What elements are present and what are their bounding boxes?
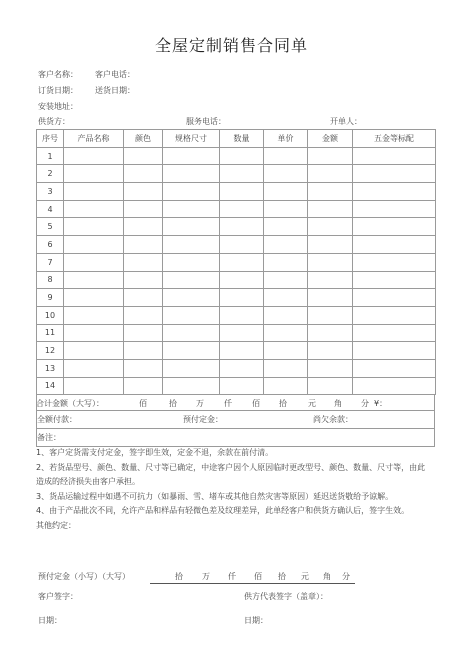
row-number: 8 <box>37 271 64 289</box>
table-cell[interactable] <box>220 200 264 218</box>
table-cell[interactable] <box>124 253 163 271</box>
column-header-color: 颜色 <box>124 130 163 148</box>
table-cell[interactable] <box>163 289 220 307</box>
table-cell[interactable] <box>163 342 220 360</box>
table-cell[interactable] <box>64 236 124 254</box>
table-row <box>37 306 436 324</box>
table-cell[interactable] <box>124 377 163 395</box>
row-number: 14 <box>37 377 64 395</box>
table-cell[interactable] <box>220 289 264 307</box>
table-cell[interactable] <box>220 183 264 201</box>
table-cell[interactable] <box>220 165 264 183</box>
row-number: 1 <box>37 147 64 165</box>
table-cell[interactable] <box>353 236 436 254</box>
table-cell[interactable] <box>353 253 436 271</box>
row-number: 10 <box>37 306 64 324</box>
table-cell[interactable] <box>308 359 353 377</box>
unit-shi-2: 拾 <box>279 399 287 408</box>
term-3: 3、货品运输过程中如遇不可抗力（如暴雨、雪、堵车或其他自然灾害等原因）延迟送货敬给予谅解。 <box>36 491 394 501</box>
row-number: 13 <box>37 359 64 377</box>
install-address-label: 安装地址： <box>38 102 78 111</box>
table-cell[interactable] <box>220 359 264 377</box>
table-cell[interactable] <box>124 359 163 377</box>
divider <box>434 395 435 446</box>
table-cell[interactable] <box>124 236 163 254</box>
table-cell[interactable] <box>264 306 308 324</box>
term-1: 1、客户定货需支付定金，签字即生效，定金不退，余款在前付清。 <box>36 448 274 457</box>
table-cell[interactable] <box>264 218 308 236</box>
row-number: 2 <box>37 165 64 183</box>
table-cell[interactable] <box>163 306 220 324</box>
table-cell[interactable] <box>264 236 308 254</box>
terms-list <box>36 446 431 533</box>
table-cell[interactable] <box>264 253 308 271</box>
prepay-unit-jiao: 角 <box>323 572 331 581</box>
table-cell[interactable] <box>124 271 163 289</box>
table-cell[interactable] <box>308 165 353 183</box>
table-cell[interactable] <box>64 271 124 289</box>
table-cell[interactable] <box>124 200 163 218</box>
table-cell[interactable] <box>64 359 124 377</box>
table-cell[interactable] <box>264 183 308 201</box>
prepay-unit-qian: 仟 <box>228 572 236 581</box>
table-cell[interactable] <box>163 200 220 218</box>
unit-fen: 分 <box>361 399 369 408</box>
row-number: 11 <box>37 324 64 342</box>
table-cell[interactable] <box>163 253 220 271</box>
row-number: 7 <box>37 253 64 271</box>
table-cell[interactable] <box>124 342 163 360</box>
table-cell[interactable] <box>308 271 353 289</box>
table-cell[interactable] <box>264 342 308 360</box>
order-date-label: 订货日期： <box>38 86 78 95</box>
table-row <box>37 271 436 289</box>
table-row <box>37 359 436 377</box>
table-row <box>37 218 436 236</box>
table-cell[interactable] <box>353 200 436 218</box>
table-cell[interactable] <box>124 218 163 236</box>
yen-label: ¥： <box>374 399 388 408</box>
table-cell[interactable] <box>163 324 220 342</box>
supplier-label: 供货方： <box>38 117 70 126</box>
table-cell[interactable] <box>264 147 308 165</box>
prepay-unit-shi: 拾 <box>175 572 183 581</box>
table-cell[interactable] <box>220 324 264 342</box>
table-row <box>37 253 436 271</box>
table-cell[interactable] <box>220 147 264 165</box>
service-phone-label: 服务电话： <box>186 117 226 126</box>
table-cell[interactable] <box>64 165 124 183</box>
table-row <box>37 236 436 254</box>
table-cell[interactable] <box>64 342 124 360</box>
divider <box>36 428 435 429</box>
supplier-signature-label: 供方代表签字（盖章）： <box>244 592 328 601</box>
full-payment-label: 全额付款： <box>37 415 77 424</box>
table-cell[interactable] <box>64 253 124 271</box>
table-row <box>37 377 436 395</box>
column-header-quantity: 数量 <box>220 130 264 148</box>
term-4: 4、由于产品批次不同，允许产品和样品有轻微色差及纹理差异，此单经客户和供货方确认后，签字生效。 <box>36 506 410 515</box>
table-row <box>37 289 436 307</box>
prepay-unit-wan: 万 <box>202 572 210 581</box>
document-title: 全屋定制销售合同单 <box>154 36 308 55</box>
table-cell[interactable] <box>163 165 220 183</box>
row-number: 4 <box>37 200 64 218</box>
table-cell[interactable] <box>264 359 308 377</box>
customer-signature-label: 客户签字： <box>38 592 78 601</box>
unit-yuan: 元 <box>308 399 316 408</box>
table-cell[interactable] <box>163 218 220 236</box>
table-cell[interactable] <box>64 306 124 324</box>
table-cell[interactable] <box>353 289 436 307</box>
divider <box>36 410 435 411</box>
total-amount-label: 合计金额（大写）： <box>36 399 104 408</box>
table-cell[interactable] <box>353 377 436 395</box>
table-cell[interactable] <box>220 271 264 289</box>
row-number: 9 <box>37 289 64 307</box>
table-cell[interactable] <box>353 359 436 377</box>
column-header-amount: 金额 <box>308 130 353 148</box>
supplier-date-label: 日期： <box>244 616 268 625</box>
table-cell[interactable] <box>64 218 124 236</box>
table-cell[interactable] <box>353 147 436 165</box>
divider <box>36 395 37 446</box>
table-cell[interactable] <box>64 377 124 395</box>
balance-label: 尚欠余款： <box>313 415 353 424</box>
table-cell[interactable] <box>64 324 124 342</box>
prepay-label: 预付定金（小写）（大写） <box>38 572 130 581</box>
deposit-label: 预付定金： <box>183 415 223 424</box>
table-cell[interactable] <box>124 165 163 183</box>
unit-qian: 仟 <box>224 399 232 408</box>
delivery-date-label: 送货日期： <box>95 86 135 95</box>
table-cell[interactable] <box>163 236 220 254</box>
row-number: 12 <box>37 342 64 360</box>
table-cell[interactable] <box>353 342 436 360</box>
term-2: 2、若货品型号、颜色、数量、尺寸等已确定，中途客户因个人原因临时更改型号、颜色、数量、尺寸等，由此造成的经济损失由客户承担。 <box>36 462 426 486</box>
table-cell[interactable] <box>64 147 124 165</box>
prepay-unit-yuan: 元 <box>301 572 309 581</box>
table-cell[interactable] <box>220 253 264 271</box>
table-cell[interactable] <box>124 183 163 201</box>
table-cell[interactable] <box>353 306 436 324</box>
table-cell[interactable] <box>308 306 353 324</box>
table-cell[interactable] <box>220 236 264 254</box>
table-cell[interactable] <box>264 200 308 218</box>
table-row <box>37 183 436 201</box>
column-header-index: 序号 <box>37 130 64 148</box>
unit-jiao: 角 <box>334 399 342 408</box>
table-cell[interactable] <box>308 200 353 218</box>
unit-bai-2: 佰 <box>252 399 260 408</box>
unit-bai-1: 佰 <box>139 399 147 408</box>
column-header-unit-price: 单价 <box>264 130 308 148</box>
column-header-hardware: 五金等标配 <box>353 130 436 148</box>
table-cell[interactable] <box>64 183 124 201</box>
table-cell[interactable] <box>163 183 220 201</box>
table-cell[interactable] <box>353 324 436 342</box>
other-agreement-label: 其他约定： <box>36 520 76 530</box>
table-cell[interactable] <box>308 218 353 236</box>
prepay-unit-bai: 佰 <box>254 572 262 581</box>
row-number: 5 <box>37 218 64 236</box>
table-cell[interactable] <box>264 324 308 342</box>
table-cell[interactable] <box>264 289 308 307</box>
table-row <box>37 165 436 183</box>
table-cell[interactable] <box>308 342 353 360</box>
table-cell[interactable] <box>124 306 163 324</box>
table-row <box>37 324 436 342</box>
table-cell[interactable] <box>163 271 220 289</box>
table-cell[interactable] <box>264 377 308 395</box>
unit-wan: 万 <box>196 399 204 408</box>
unit-shi-1: 拾 <box>169 399 177 408</box>
table-cell[interactable] <box>64 200 124 218</box>
table-cell[interactable] <box>124 324 163 342</box>
column-header-size: 规格尺寸 <box>163 130 220 148</box>
table-cell[interactable] <box>353 165 436 183</box>
table-cell[interactable] <box>220 377 264 395</box>
table-cell[interactable] <box>220 342 264 360</box>
customer-date-label: 日期： <box>38 616 62 625</box>
table-cell[interactable] <box>124 147 163 165</box>
table-cell[interactable] <box>308 183 353 201</box>
issuer-label: 开单人： <box>330 117 362 126</box>
table-row <box>37 342 436 360</box>
table-cell[interactable] <box>264 271 308 289</box>
row-number: 6 <box>37 236 64 254</box>
table-cell[interactable] <box>163 377 220 395</box>
table-cell[interactable] <box>308 377 353 395</box>
table-cell[interactable] <box>308 253 353 271</box>
customer-name-label: 客户名称： <box>38 70 78 79</box>
prepay-unit-fen: 分 <box>342 572 350 581</box>
table-cell[interactable] <box>353 183 436 201</box>
table-cell[interactable] <box>124 289 163 307</box>
table-cell[interactable] <box>353 218 436 236</box>
table-cell[interactable] <box>308 289 353 307</box>
table-row <box>37 200 436 218</box>
customer-phone-label: 客户电话： <box>95 70 135 79</box>
table-cell[interactable] <box>163 147 220 165</box>
table-row <box>37 147 436 165</box>
column-header-product: 产品名称 <box>64 130 124 148</box>
remarks-label: 备注： <box>37 433 61 442</box>
table-cell[interactable] <box>308 147 353 165</box>
prepay-underline <box>150 583 355 584</box>
order-items-table <box>36 129 436 395</box>
table-header-row <box>37 130 436 148</box>
table-cell[interactable] <box>264 165 308 183</box>
prepay-unit-shi-2: 拾 <box>278 572 286 581</box>
table-cell[interactable] <box>64 289 124 307</box>
table-cell[interactable] <box>308 324 353 342</box>
table-cell[interactable] <box>353 271 436 289</box>
row-number: 3 <box>37 183 64 201</box>
table-cell[interactable] <box>308 236 353 254</box>
table-cell[interactable] <box>220 218 264 236</box>
table-cell[interactable] <box>163 359 220 377</box>
table-cell[interactable] <box>220 306 264 324</box>
